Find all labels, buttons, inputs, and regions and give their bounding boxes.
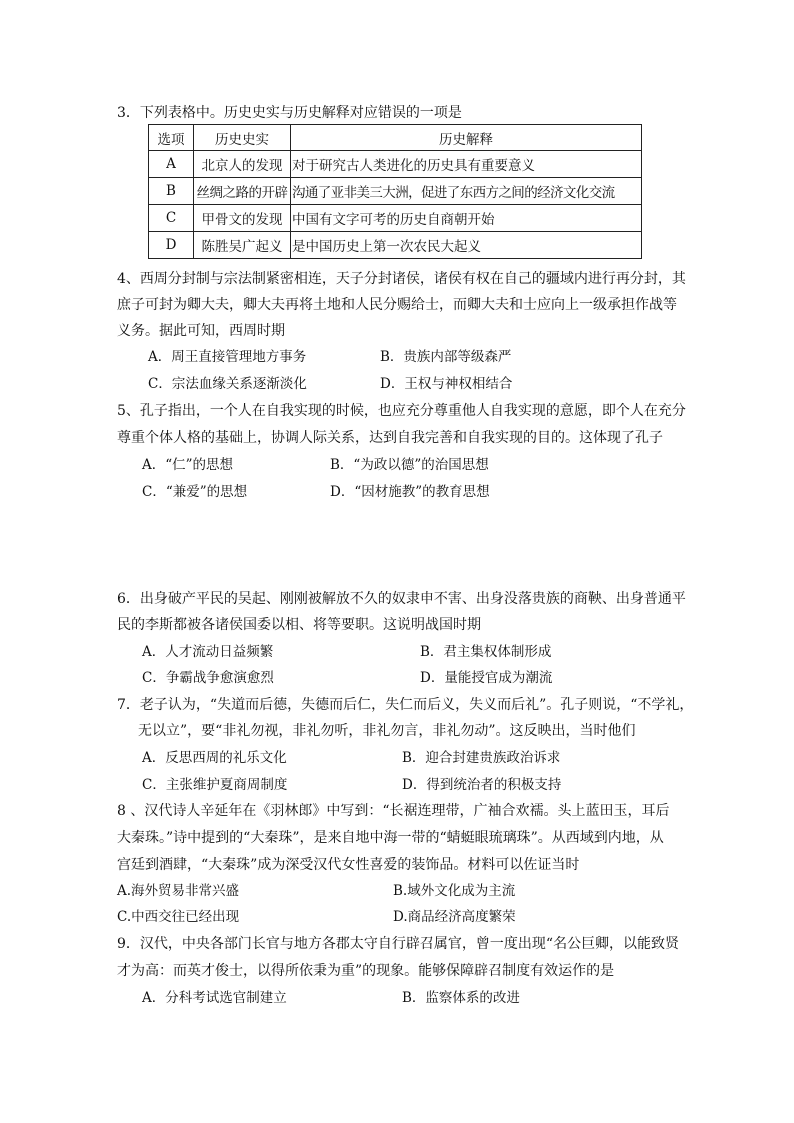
q5-line-1: 5、孔子指出，一个人在自我实现的时候，也应充分尊重他人自我实现的意愿，即个人在充分: [117, 403, 686, 419]
table-cell: 对于研究古人类进化的历史具有重要意义: [291, 151, 642, 178]
table-header-cell: 选项: [149, 125, 194, 151]
q4-line-2: 庶子可封为卿大夫，卿大夫再将土地和人民分赐给士，而卿大夫和士应向上一级承担作战等: [117, 297, 677, 313]
table-cell: 是中国历史上第一次农民大起义: [291, 232, 642, 259]
table-cell: 甲骨文的发现: [194, 205, 291, 232]
q5-option-b: B．“为政以德”的治国思想: [330, 457, 489, 473]
q3-stem: 3．下列表格中。历史史实与历史解释对应错误的一项是: [117, 105, 462, 121]
q6-option-d: D．量能授官成为潮流: [420, 670, 553, 686]
table-row: [149, 178, 642, 205]
q3-table: [148, 124, 642, 259]
q6-line-2: 民的李斯都被各诸侯国委以相、将等要职。这说明战国时期: [117, 617, 481, 633]
table-cell: A: [149, 151, 194, 178]
table-cell: 中国有文字可考的历史自商朝开始: [291, 205, 642, 232]
q8-line-1: 8 、汉代诗人辛延年在《羽林郎》中写到：“长裾连理带，广袖合欢襦。头上蓝田玉，耳后: [117, 803, 670, 819]
q8-option-b: B.域外文化成为主流: [393, 883, 516, 899]
q7-option-b: B．迎合封建贵族政治诉求: [402, 750, 561, 766]
q6-option-a: A．人才流动日益频繁: [142, 644, 274, 660]
q4-line-1: 4、西周分封制与宗法制紧密相连，天子分封诸侯，诸侯有权在自己的疆域内进行再分封，其: [117, 271, 686, 287]
q4-line-3: 义务。据此可知，西周时期: [117, 323, 285, 339]
table-cell: C: [149, 205, 194, 232]
table-header-row: [149, 125, 642, 151]
q4-option-a: A．周王直接管理地方事务: [148, 349, 307, 365]
table-row: [149, 151, 642, 178]
q9-line-1: 9．汉代，中央各部门长官与地方各郡太守自行辟召属官，曾一度出现“名公巨卿，以能致贤: [117, 936, 680, 952]
table-cell: 丝绸之路的开辟: [194, 178, 291, 205]
q7-option-a: A．反思西周的礼乐文化: [142, 750, 287, 766]
q8-option-c: C.中西交往已经出现: [117, 909, 240, 925]
q9-line-2: 才为高：而英才俊士，以得所依秉为重”的现象。能够保障辟召制度有效运作的是: [117, 963, 615, 979]
table-cell: 沟通了亚非美三大洲，促进了东西方之间的经济文化交流: [291, 178, 642, 205]
q7-line-2: 无以立”，要“非礼勿视，非礼勿听，非礼勿言，非礼勿动”。这反映出，当时他们: [138, 723, 636, 739]
q9-option-b: B．监察体系的改进: [402, 990, 520, 1006]
q4-option-b: B．贵族内部等级森严: [380, 349, 512, 365]
table-cell: B: [149, 178, 194, 205]
q7-line-1: 7．老子认为，“失道而后德，失德而后仁，失仁而后义，失义而后礼”。孔子则说，“不学礼，: [117, 697, 694, 713]
q4-option-c: C．宗法血缘关系逐渐淡化: [148, 376, 307, 392]
q8-option-a: A.海外贸易非常兴盛: [117, 883, 240, 899]
q6-option-c: C．争霸战争愈演愈烈: [142, 670, 274, 686]
q5-option-d: D．“因材施教”的教育思想: [330, 484, 490, 500]
q5-line-2: 尊重个体人格的基础上，协调人际关系，达到自我完善和自我实现的目的。这体现了孔子: [117, 430, 663, 446]
table-cell: 陈胜吴广起义: [194, 232, 291, 259]
table-row: [149, 205, 642, 232]
q6-option-b: B．君主集权体制形成: [420, 644, 552, 660]
q7-option-c: C．主张维护夏商周制度: [142, 777, 288, 793]
q5-option-c: C．“兼爱”的思想: [142, 484, 248, 500]
q4-option-d: D．王权与神权相结合: [380, 376, 513, 392]
table-header-cell: 历史史实: [194, 125, 291, 151]
table-cell: D: [149, 232, 194, 259]
q8-option-d: D.商品经济高度繁荣: [393, 909, 516, 925]
q7-option-d: D．得到统治者的积极支持: [402, 777, 562, 793]
q9-option-a: A．分科考试选官制建立: [142, 990, 287, 1006]
table-cell: 北京人的发现: [194, 151, 291, 178]
q5-option-a: A．“仁”的思想: [142, 457, 234, 473]
q8-line-3: 宫廷到酒肆，“大秦珠”成为深受汉代女性喜爱的装饰品。材料可以佐证当时: [117, 857, 580, 873]
table-header-cell: 历史解释: [291, 125, 642, 151]
q8-line-2: 大秦珠。”诗中提到的“大秦珠”，是来自地中海一带的“蜻蜓眼琉璃珠”。从西域到内地，从: [117, 830, 664, 846]
table-row: [149, 232, 642, 259]
q6-line-1: 6．出身破产平民的吴起、刚刚被解放不久的奴隶申不害、出身没落贵族的商鞅、出身普通平: [117, 591, 686, 607]
